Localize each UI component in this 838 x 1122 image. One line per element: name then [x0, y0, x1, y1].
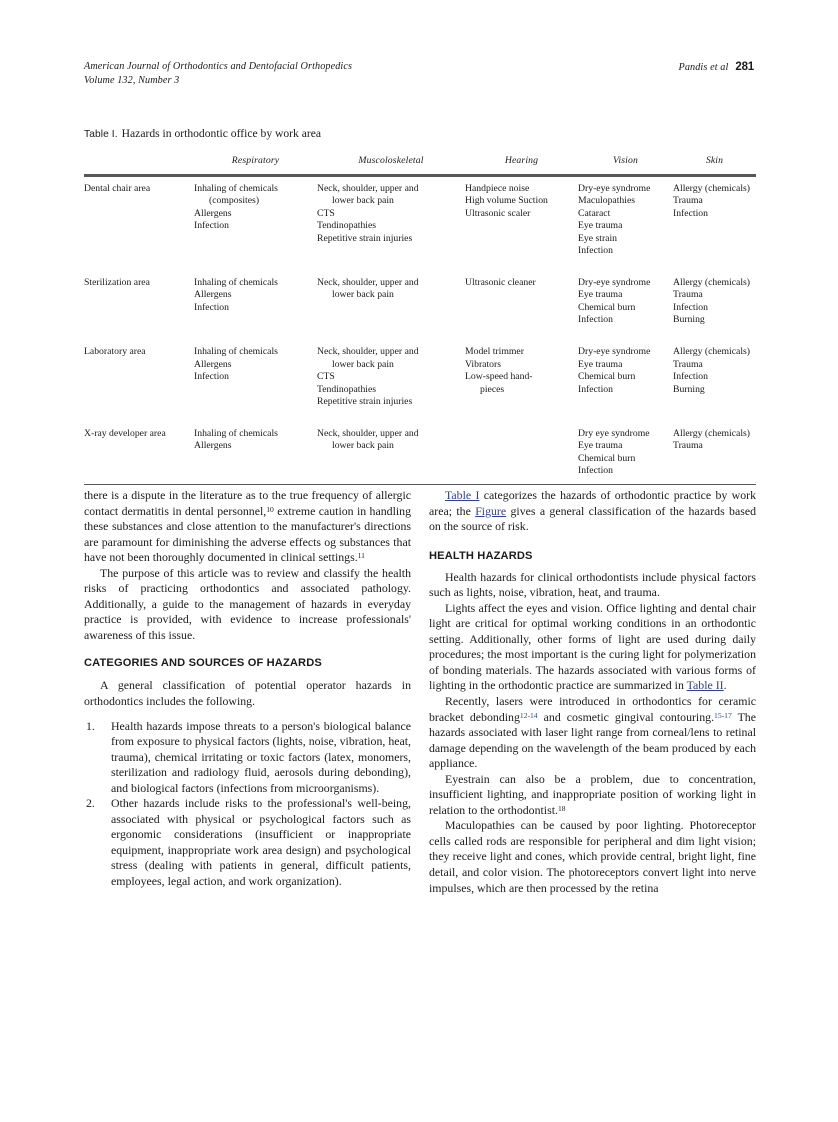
list-item-marker: 2. — [86, 796, 95, 811]
list-item-text: Other hazards include risks to the professional's well-being, associated with physical or psychological factors such as ergonomic considerations (insufficient or inappropriate equipment, inappropriate work area design) and psychological stress (dealing with patients in general, difficult patients, employees, legal action, and work organization). — [111, 796, 411, 889]
table-cell-line: Infection — [673, 207, 708, 219]
table-cell-hearing — [465, 177, 578, 264]
table-cell-line: Eye trauma — [578, 358, 623, 370]
table-cell-line: Handpiece noise — [465, 182, 530, 194]
reference-11: 11 — [357, 551, 365, 560]
paragraph-dispute: there is a dispute in the literature as to the true frequency of allergic contact dermatitis in dental personnel,$^{10}$ extreme caution in handling these substances and close attention to the manufacturer's directions are paramount for diminishing the adverse effects og substances that have not been thoroughly documented in clinical settings.$^{11}$ — [84, 488, 411, 565]
journal-title: American Journal of Orthodontics and Dentofacial Orthopedics — [84, 61, 353, 72]
link-table-ii[interactable]: Table II — [686, 678, 724, 693]
table-cell-line: lower back pain — [332, 195, 394, 207]
table-header-row — [84, 150, 756, 175]
link-table-i[interactable]: Table I — [445, 488, 480, 502]
table-cell-line: Trauma — [673, 358, 703, 370]
heading-categories-and-sources: CATEGORIES AND SOURCES OF HAZARDS — [84, 657, 322, 670]
table-cell-line: Allergy (chemicals) — [673, 346, 751, 358]
table-cell-vision — [578, 271, 673, 333]
table-cell-line: Chemical burn — [578, 371, 636, 383]
table-cell-hearing — [465, 340, 578, 415]
table-cell-line: Dry-eye syndrome — [578, 276, 651, 288]
paragraph-purpose: The purpose of this article was to review and classify the health risks of practicing orthodontics and associated pathology. Additionally, a guide to the management of hazards in everyday practice is provided, with evidence to increase professionals' awareness of this issue. — [84, 565, 411, 642]
table-cell-vision — [578, 422, 673, 485]
table-row-area-label: Sterilization area — [84, 276, 150, 288]
table-cell-line: Infection — [194, 220, 229, 232]
table-cell-line: CTS — [317, 207, 335, 219]
table-cell-skin — [673, 422, 756, 485]
list-item-marker: 1. — [86, 718, 95, 733]
list-item — [84, 796, 411, 889]
running-head-right — [679, 60, 754, 75]
table-cell-line: Inhaling of chemicals — [194, 182, 278, 194]
table-block — [84, 126, 756, 485]
link-figure[interactable]: Figure — [475, 503, 507, 518]
left-column — [84, 488, 411, 896]
table-cell-respiratory — [194, 271, 317, 333]
table-cell-line: Low-speed hand- — [465, 371, 533, 383]
table-cell-line: Allergens — [194, 440, 232, 452]
heading-health-hazards: HEALTH HAZARDS — [429, 549, 533, 562]
table-cell-musculoskeletal — [317, 340, 465, 415]
table-cell-line: (composites) — [209, 195, 260, 207]
table-cell-line: Neck, shoulder, upper and — [317, 427, 419, 439]
table-cell-line: Ultrasonic scaler — [465, 207, 531, 219]
table-cell-hearing — [465, 271, 578, 333]
table-cell-skin — [673, 271, 756, 333]
col-header-area — [84, 150, 194, 175]
table-cell-line: Neck, shoulder, upper and — [317, 182, 419, 194]
table-row — [84, 177, 756, 264]
table-cell-line: Allergy (chemicals) — [673, 427, 751, 439]
table-cell-line: Model trimmer — [465, 346, 524, 358]
table-cell-line: Inhaling of chemicals — [194, 276, 278, 288]
table-cell-line: Dry-eye syndrome — [578, 346, 651, 358]
table-cell-line: Ultrasonic cleaner — [465, 276, 536, 288]
table-row — [84, 271, 756, 333]
table-cell-line: Trauma — [673, 195, 703, 207]
right-column — [429, 488, 756, 896]
table-row-area-label: Dental chair area — [84, 182, 151, 194]
table-cell-line: Infection — [578, 314, 613, 326]
table-cell-line: Eye strain — [578, 232, 618, 244]
table-cell-line: Maculopathies — [578, 195, 636, 207]
table-cell-line: lower back pain — [332, 289, 394, 301]
table-cell-vision — [578, 340, 673, 415]
table-cell-line: Eye trauma — [578, 289, 623, 301]
table-cell-line: Infection — [673, 301, 708, 313]
table-head — [84, 150, 756, 175]
col-header-hearing: Hearing — [504, 155, 539, 166]
reference-18: 18 — [557, 803, 566, 813]
table-cell-line: Neck, shoulder, upper and — [317, 346, 419, 358]
reference-12-14[interactable]: 12-14 — [519, 710, 538, 720]
col-header-skin: Skin — [705, 155, 724, 166]
table-cell-line: Dry eye syndrome — [578, 427, 650, 439]
hazards-list — [84, 719, 411, 890]
table-row-spacer — [84, 333, 756, 340]
paragraph-health-hazards: Health hazards for clinical orthodontists include physical factors such as lights, noise, vibration, heat, and trauma. — [429, 569, 756, 600]
table-cell-line: Allergens — [194, 289, 232, 301]
table-cell-respiratory — [194, 340, 317, 415]
table-cell-line: Chemical burn — [578, 452, 636, 464]
table-cell-line: Tendinopathies — [317, 383, 377, 395]
table-cell-musculoskeletal — [317, 177, 465, 264]
paragraph-lasers: Recently, lasers were introduced in orthodontics for ceramic bracket debonding$^{12-14}$ and cosmetic gingival contouring.$^{15-17}$ The hazards associated with laser light range from corneal/lens to retinal damage depending on the wavelength of the beam produced by each appliance. — [429, 694, 756, 771]
paragraph-table-reference: Table I categorizes the hazards of orthodontic practice by work area; the Figure gives a general classification of the hazards based on the source of risk. — [429, 488, 756, 534]
table-cell-line: Tendinopathies — [317, 220, 377, 232]
table-body — [84, 177, 756, 485]
table-cell-musculoskeletal — [317, 422, 465, 485]
table-cell-line: Trauma — [673, 289, 703, 301]
running-head — [84, 60, 754, 88]
table-cell-line: pieces — [480, 383, 505, 395]
list-item — [84, 719, 411, 797]
table-cell-line: High volume Suction — [465, 195, 548, 207]
paragraph-eyestrain: Eyestrain can also be a problem, due to concentration, insufficient lighting, and inappropriate position of working light in relation to the orthodontist.$^{18}$ — [429, 771, 756, 817]
table-cell-line: Trauma — [673, 440, 703, 452]
table-cell-line: Chemical burn — [578, 301, 636, 313]
col-header-vision: Vision — [613, 155, 638, 166]
paragraph-maculopathies: Maculopathies can be caused by poor lighting. Photoreceptor cells called rods are responsible for peripheral and dim light vision; they receive light and cones, which provide central, bright light, fine detail, and color vision. The photoreceptors convert light into nerve impulses, which are then processed by the retina — [429, 818, 756, 895]
table-cell-line: Inhaling of chemicals — [194, 346, 278, 358]
authors-running-head: Pandis et al — [678, 62, 729, 73]
paragraph-general-classification: A general classification of potential operator hazards in orthodontics includes the following. — [84, 678, 411, 709]
table-cell-line: Neck, shoulder, upper and — [317, 276, 419, 288]
table-cell-line: Allergy (chemicals) — [673, 276, 751, 288]
table-cell-line: Burning — [673, 383, 705, 395]
table-cell-skin — [673, 177, 756, 264]
reference-15-17[interactable]: 15-17 — [714, 710, 732, 720]
col-header-respiratory: Respiratory — [231, 155, 280, 166]
list-item-text: Health hazards impose threats to a person's biological balance from exposure to physical factors (lights, noise, vibration, heat, trauma), chemical irritating or toxic factors (latex, monomers, sterilization and radiology fluid, aerosols during debonding), and biological factors (infections from microorganisms). — [111, 718, 411, 795]
table-cell-line: Inhaling of chemicals — [194, 427, 278, 439]
table-cell-line: Burning — [673, 314, 705, 326]
table-row — [84, 340, 756, 415]
table-cell-line: Infection — [578, 465, 613, 477]
table-cell-line: Repetitive strain injuries — [317, 232, 413, 244]
table-title: Hazards in orthodontic office by work area — [121, 127, 322, 140]
table-row-area-label: Laboratory area — [84, 346, 146, 358]
table-cell-vision — [578, 177, 673, 264]
table-cell-line: Infection — [578, 245, 613, 257]
table-cell-line: lower back pain — [332, 358, 394, 370]
table-cell-line: Infection — [194, 371, 229, 383]
table-cell-line: CTS — [317, 371, 335, 383]
table-cell-skin — [673, 340, 756, 415]
paragraph-lights: Lights affect the eyes and vision. Office lighting and dental chair light are critical for optimal working conditions in an orthodontic setting. Additionally, other forms of light are used during daily procedures; the most important is the curing light for polymerization of bonding materials. The hazards associated with various forms of lighting in the orthodontic practice are summarized in Table II. — [429, 600, 756, 693]
table-cell-line: Allergens — [194, 207, 232, 219]
table-label: Table I. — [84, 129, 118, 140]
table-cell-line: Repetitive strain injuries — [317, 396, 413, 408]
table-cell-hearing — [465, 422, 578, 485]
running-head-left — [84, 60, 352, 88]
table-cell-line: Dry-eye syndrome — [578, 182, 651, 194]
table-cell-respiratory — [194, 422, 317, 485]
table-cell-line: Eye trauma — [578, 220, 623, 232]
table-cell-line: Vibrators — [465, 358, 502, 370]
table-cell-line: Infection — [194, 301, 229, 313]
col-header-musculoskeletal: Muscoloskeletal — [358, 155, 424, 166]
table-caption — [84, 126, 756, 142]
page-number: 281 — [735, 61, 754, 73]
table-cell-line: Eye trauma — [578, 440, 623, 452]
table-cell-line: Allergens — [194, 358, 232, 370]
table-row — [84, 422, 756, 485]
table-row-spacer — [84, 415, 756, 422]
reference-10: 10 — [266, 504, 274, 514]
body-columns — [84, 488, 756, 896]
table-cell-line: Infection — [673, 371, 708, 383]
table-row-spacer — [84, 264, 756, 271]
table-rule-bottom — [84, 484, 756, 485]
table-cell-line: Allergy (chemicals) — [673, 182, 751, 194]
volume-number: Volume 132, Number 3 — [84, 75, 180, 86]
table-cell-line: lower back pain — [332, 440, 394, 452]
table-row-area-label: X-ray developer area — [84, 427, 166, 439]
table-cell-respiratory — [194, 177, 317, 264]
table-cell-musculoskeletal — [317, 271, 465, 333]
table-cell-line: Cataract — [578, 207, 611, 219]
table-cell-line: Infection — [578, 383, 613, 395]
hazards-table — [84, 150, 756, 485]
